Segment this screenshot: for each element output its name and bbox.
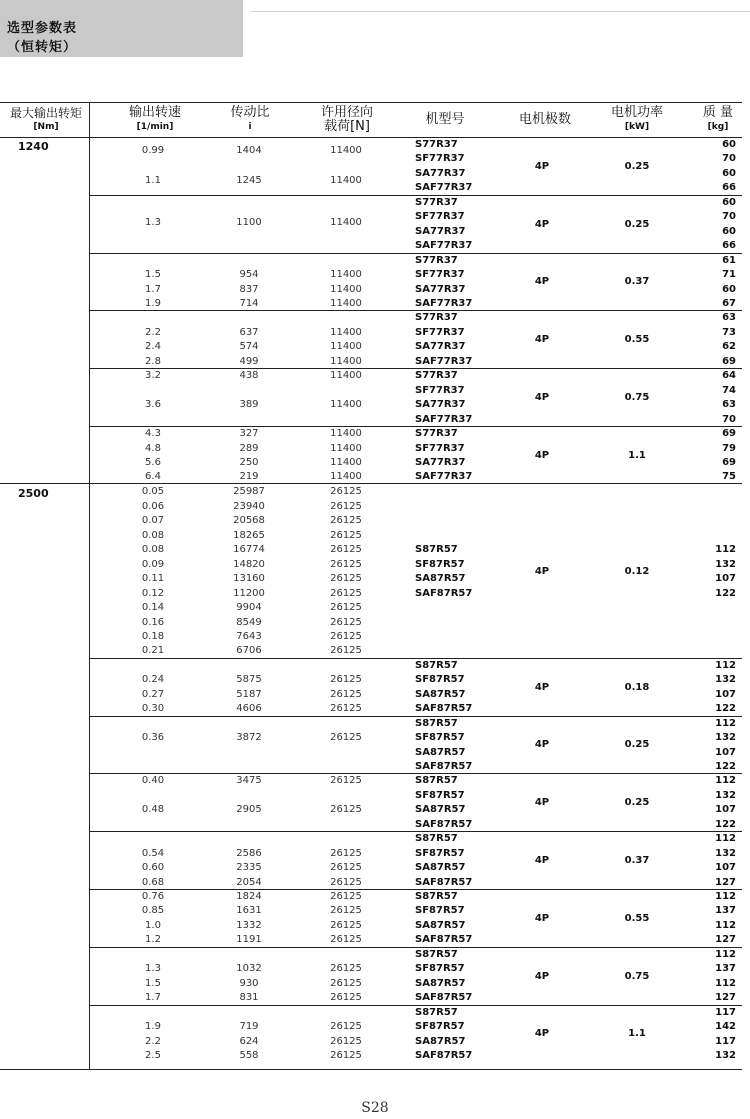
gear-ratio: 3872 bbox=[236, 732, 262, 744]
motor-power: 0.18 bbox=[624, 681, 650, 693]
motor-power: 0.75 bbox=[624, 970, 650, 982]
gear-ratio: 25987 bbox=[233, 486, 265, 498]
output-speed: 0.12 bbox=[141, 587, 165, 599]
mass-value: 112 bbox=[715, 775, 736, 787]
model-number: SF87R57 bbox=[415, 963, 465, 975]
radial-load: 26125 bbox=[330, 804, 362, 816]
output-speed: 0.08 bbox=[141, 529, 165, 541]
output-speed: 0.24 bbox=[141, 674, 165, 686]
model-number: SA77R37 bbox=[415, 399, 466, 411]
model-number: SF87R57 bbox=[415, 905, 465, 917]
motor-poles: 4P bbox=[534, 334, 550, 346]
gear-ratio: 2335 bbox=[236, 862, 262, 874]
radial-load: 26125 bbox=[330, 1049, 362, 1061]
mass-value: 63 bbox=[722, 312, 736, 324]
radial-load: 26125 bbox=[330, 544, 362, 556]
mass-value: 70 bbox=[722, 153, 736, 165]
model-number: S77R37 bbox=[415, 196, 458, 208]
mass-value: 107 bbox=[715, 746, 736, 758]
output-speed: 2.4 bbox=[145, 341, 161, 353]
model-number: SA87R57 bbox=[415, 688, 466, 700]
model-number: S87R57 bbox=[415, 891, 458, 902]
model-number: SF87R57 bbox=[415, 1021, 465, 1032]
model-number: S87R57 bbox=[415, 948, 458, 960]
model-number: SF87R57 bbox=[415, 732, 465, 744]
page-subtitle: （恒转矩） bbox=[7, 40, 78, 55]
gear-ratio: 219 bbox=[239, 471, 259, 483]
output-speed: 2.8 bbox=[145, 355, 161, 367]
col-header-speed: 输出转速 [1/min] bbox=[128, 105, 181, 132]
mass-value: 69 bbox=[722, 428, 736, 439]
gear-ratio: 250 bbox=[239, 456, 259, 468]
motor-poles: 4P bbox=[534, 681, 550, 693]
output-speed: 1.5 bbox=[145, 977, 161, 989]
motor-power: 0.25 bbox=[624, 218, 650, 230]
model-number: SF77R37 bbox=[415, 269, 465, 281]
output-speed: 0.60 bbox=[141, 862, 165, 874]
mass-value: 107 bbox=[715, 688, 736, 700]
mass-value: 112 bbox=[715, 717, 736, 729]
mass-value: 60 bbox=[722, 225, 736, 237]
model-number: SAF77R37 bbox=[415, 298, 473, 309]
model-number: SA77R37 bbox=[415, 283, 466, 295]
radial-load: 26125 bbox=[330, 891, 362, 902]
model-number: SF87R57 bbox=[415, 558, 465, 570]
gear-ratio: 1824 bbox=[236, 891, 262, 902]
model-number: SA87R57 bbox=[415, 804, 466, 816]
gear-ratio: 11200 bbox=[233, 587, 265, 599]
model-number: S87R57 bbox=[415, 775, 458, 787]
radial-load: 26125 bbox=[330, 500, 362, 512]
mass-value: 61 bbox=[722, 254, 736, 266]
gear-ratio: 637 bbox=[239, 326, 259, 338]
mass-value: 127 bbox=[715, 934, 736, 946]
mass-value: 112 bbox=[715, 919, 736, 931]
output-speed: 1.0 bbox=[145, 919, 161, 931]
mass-value: 67 bbox=[722, 298, 736, 309]
output-speed: 0.18 bbox=[141, 630, 165, 642]
mass-value: 66 bbox=[722, 240, 736, 252]
radial-load: 26125 bbox=[330, 876, 362, 888]
mass-value: 107 bbox=[715, 862, 736, 874]
model-number: SAF87R57 bbox=[415, 876, 473, 888]
radial-load: 11400 bbox=[330, 428, 362, 439]
radial-load: 11400 bbox=[330, 283, 362, 295]
top-rule bbox=[250, 11, 750, 12]
gear-ratio: 23940 bbox=[233, 500, 265, 512]
mass-value: 122 bbox=[715, 761, 736, 772]
model-number: SAF77R37 bbox=[415, 240, 473, 252]
gear-ratio: 954 bbox=[239, 269, 259, 281]
mass-value: 71 bbox=[722, 269, 736, 281]
gear-ratio: 574 bbox=[239, 341, 259, 353]
mass-value: 69 bbox=[722, 355, 736, 367]
output-speed: 0.08 bbox=[141, 544, 165, 556]
header-separator bbox=[0, 137, 742, 138]
motor-power: 1.1 bbox=[628, 1028, 646, 1040]
output-speed: 0.76 bbox=[141, 891, 165, 902]
motor-poles: 4P bbox=[534, 160, 550, 172]
model-number: S87R57 bbox=[415, 833, 458, 845]
gear-ratio: 499 bbox=[239, 355, 259, 367]
gear-ratio: 1631 bbox=[236, 905, 262, 917]
mass-value: 117 bbox=[715, 1035, 736, 1047]
output-speed: 0.07 bbox=[141, 515, 165, 527]
gear-ratio: 327 bbox=[239, 428, 259, 439]
motor-power: 1.1 bbox=[628, 449, 646, 461]
output-speed: 0.36 bbox=[141, 732, 165, 744]
gear-ratio: 831 bbox=[239, 992, 259, 1004]
col-header-torque: 最大输出转矩 [Nm] bbox=[9, 106, 82, 132]
mass-value: 127 bbox=[715, 876, 736, 888]
gear-ratio: 9904 bbox=[236, 602, 262, 613]
gear-ratio: 2054 bbox=[236, 876, 262, 888]
model-number: S77R37 bbox=[415, 370, 458, 382]
gear-ratio: 1191 bbox=[236, 934, 262, 946]
mass-value: 142 bbox=[715, 1021, 736, 1032]
col-header-model: 机型号 bbox=[425, 112, 465, 127]
output-speed: 0.05 bbox=[141, 486, 165, 498]
output-speed: 1.7 bbox=[145, 992, 161, 1004]
output-speed: 1.5 bbox=[145, 269, 161, 281]
motor-poles: 4P bbox=[534, 391, 550, 403]
radial-load: 26125 bbox=[330, 1021, 362, 1032]
mass-value: 66 bbox=[722, 182, 736, 194]
radial-load: 26125 bbox=[330, 630, 362, 642]
radial-load: 26125 bbox=[330, 775, 362, 787]
gear-ratio: 2586 bbox=[236, 847, 262, 859]
mass-value: 132 bbox=[715, 558, 736, 570]
output-speed: 1.3 bbox=[145, 963, 161, 975]
output-speed: 1.3 bbox=[145, 217, 161, 228]
gear-ratio: 289 bbox=[239, 442, 259, 454]
output-speed: 0.16 bbox=[141, 616, 165, 628]
radial-load: 26125 bbox=[330, 602, 362, 613]
model-number: SAF87R57 bbox=[415, 703, 473, 715]
col-header-radial-load: 许用径向 载荷[N] bbox=[320, 105, 373, 134]
output-speed: 0.27 bbox=[141, 688, 165, 700]
max-torque-value: 1240 bbox=[18, 140, 49, 153]
motor-power: 0.25 bbox=[624, 160, 650, 172]
mass-value: 60 bbox=[722, 139, 736, 150]
mass-value: 75 bbox=[722, 471, 736, 483]
gear-ratio: 20568 bbox=[233, 515, 265, 527]
mass-value: 122 bbox=[715, 587, 736, 599]
radial-load: 11400 bbox=[330, 326, 362, 338]
gear-ratio: 5875 bbox=[236, 674, 262, 686]
output-speed: 6.4 bbox=[145, 471, 161, 483]
mass-value: 69 bbox=[722, 456, 736, 468]
model-number: S87R57 bbox=[415, 544, 458, 556]
gear-ratio: 16774 bbox=[233, 544, 265, 556]
mass-value: 60 bbox=[722, 283, 736, 295]
mass-value: 70 bbox=[722, 211, 736, 223]
model-number: SF77R37 bbox=[415, 211, 465, 223]
radial-load: 11400 bbox=[330, 175, 362, 187]
mass-value: 79 bbox=[722, 442, 736, 454]
radial-load: 26125 bbox=[330, 905, 362, 917]
gear-ratio: 6706 bbox=[236, 645, 262, 657]
model-number: S87R57 bbox=[415, 717, 458, 729]
output-speed: 2.5 bbox=[145, 1049, 161, 1061]
mass-value: 137 bbox=[715, 905, 736, 917]
table-bottom-rule bbox=[0, 1069, 742, 1070]
radial-load: 26125 bbox=[330, 732, 362, 744]
radial-load: 26125 bbox=[330, 963, 362, 975]
gear-ratio: 714 bbox=[239, 298, 259, 309]
radial-load: 26125 bbox=[330, 616, 362, 628]
motor-poles: 4P bbox=[534, 218, 550, 230]
mass-value: 132 bbox=[715, 732, 736, 744]
mass-value: 74 bbox=[722, 384, 736, 396]
radial-load: 26125 bbox=[330, 1035, 362, 1047]
model-number: SAF87R57 bbox=[415, 761, 473, 772]
model-number: SA87R57 bbox=[415, 746, 466, 758]
gear-ratio: 7643 bbox=[236, 630, 262, 642]
output-speed: 1.1 bbox=[145, 175, 161, 187]
mass-value: 63 bbox=[722, 399, 736, 411]
radial-load: 26125 bbox=[330, 573, 362, 585]
gear-ratio: 389 bbox=[239, 399, 259, 411]
radial-load: 26125 bbox=[330, 674, 362, 686]
mass-value: 112 bbox=[715, 948, 736, 960]
max-torque-value: 2500 bbox=[18, 487, 49, 501]
model-number: SA77R37 bbox=[415, 225, 466, 237]
model-number: SAF77R37 bbox=[415, 471, 473, 483]
mass-value: 132 bbox=[715, 674, 736, 686]
output-speed: 3.2 bbox=[145, 370, 161, 382]
gear-ratio: 5187 bbox=[236, 688, 262, 700]
radial-load: 11400 bbox=[330, 456, 362, 468]
gear-ratio: 1245 bbox=[236, 175, 262, 187]
mass-value: 112 bbox=[715, 659, 736, 671]
gear-ratio: 14820 bbox=[233, 558, 265, 570]
col-header-poles: 电机极数 bbox=[518, 112, 571, 127]
model-number: S77R37 bbox=[415, 428, 458, 439]
motor-power: 0.37 bbox=[624, 276, 650, 288]
model-number: SAF87R57 bbox=[415, 934, 473, 946]
motor-poles: 4P bbox=[534, 739, 550, 751]
model-number: SA77R37 bbox=[415, 167, 466, 179]
output-speed: 2.2 bbox=[145, 326, 161, 338]
page-title: 选型参数表 bbox=[7, 21, 78, 36]
model-number: SA77R37 bbox=[415, 341, 466, 353]
gear-ratio: 837 bbox=[239, 283, 259, 295]
mass-value: 70 bbox=[722, 413, 736, 425]
output-speed: 0.09 bbox=[141, 558, 165, 570]
motor-power: 0.12 bbox=[624, 565, 650, 577]
mass-value: 73 bbox=[722, 326, 736, 338]
gear-ratio: 558 bbox=[239, 1049, 259, 1061]
output-speed: 5.6 bbox=[145, 456, 161, 468]
model-number: SAF87R57 bbox=[415, 587, 473, 599]
model-number: SAF87R57 bbox=[415, 1049, 473, 1061]
output-speed: 0.48 bbox=[141, 804, 165, 816]
mass-value: 132 bbox=[715, 1049, 736, 1061]
gear-ratio: 13160 bbox=[233, 573, 265, 585]
gear-ratio: 719 bbox=[239, 1021, 259, 1032]
radial-load: 11400 bbox=[330, 399, 362, 411]
model-number: SA87R57 bbox=[415, 573, 466, 585]
radial-load: 11400 bbox=[330, 217, 362, 228]
output-speed: 1.9 bbox=[145, 1021, 161, 1032]
radial-load: 26125 bbox=[330, 862, 362, 874]
output-speed: 0.99 bbox=[141, 144, 165, 156]
radial-load: 11400 bbox=[330, 341, 362, 353]
motor-power: 0.55 bbox=[624, 334, 650, 346]
model-number: SAF87R57 bbox=[415, 992, 473, 1004]
mass-value: 122 bbox=[715, 703, 736, 715]
model-number: S77R37 bbox=[415, 312, 458, 324]
motor-poles: 4P bbox=[534, 912, 550, 924]
model-number: SAF77R37 bbox=[415, 182, 473, 194]
motor-poles: 4P bbox=[534, 449, 550, 461]
model-number: S77R37 bbox=[415, 139, 458, 150]
table-top-rule bbox=[0, 102, 742, 103]
motor-poles: 4P bbox=[534, 797, 550, 809]
gear-ratio: 1404 bbox=[236, 144, 262, 156]
col-header-mass: 质 量 [kg] bbox=[702, 105, 734, 132]
model-number: SA87R57 bbox=[415, 977, 466, 989]
output-speed: 4.3 bbox=[145, 428, 161, 439]
radial-load: 26125 bbox=[330, 977, 362, 989]
mass-value: 107 bbox=[715, 573, 736, 585]
gear-ratio: 438 bbox=[239, 370, 259, 382]
motor-power: 0.37 bbox=[624, 854, 650, 866]
radial-load: 11400 bbox=[330, 144, 362, 156]
gear-ratio: 1032 bbox=[236, 963, 262, 975]
radial-load: 26125 bbox=[330, 992, 362, 1004]
radial-load: 11400 bbox=[330, 298, 362, 309]
radial-load: 26125 bbox=[330, 919, 362, 931]
output-speed: 1.2 bbox=[145, 934, 161, 946]
radial-load: 11400 bbox=[330, 471, 362, 483]
mass-value: 117 bbox=[715, 1006, 736, 1018]
radial-load: 26125 bbox=[330, 515, 362, 527]
gear-ratio: 624 bbox=[239, 1035, 259, 1047]
radial-load: 26125 bbox=[330, 688, 362, 700]
col-header-power: 电机功率 [kW] bbox=[610, 105, 663, 132]
model-number: SAF77R37 bbox=[415, 355, 473, 367]
mass-value: 62 bbox=[722, 341, 736, 353]
mass-value: 60 bbox=[722, 196, 736, 208]
model-number: SA87R57 bbox=[415, 919, 466, 931]
title-tab bbox=[0, 0, 243, 57]
radial-load: 26125 bbox=[330, 645, 362, 657]
output-speed: 4.8 bbox=[145, 442, 161, 454]
output-speed: 0.54 bbox=[141, 847, 165, 859]
output-speed: 0.21 bbox=[141, 645, 165, 657]
motor-power: 0.75 bbox=[624, 391, 650, 403]
mass-value: 132 bbox=[715, 847, 736, 859]
mass-value: 112 bbox=[715, 977, 736, 989]
model-number: SF87R57 bbox=[415, 847, 465, 859]
model-number: SF87R57 bbox=[415, 789, 465, 801]
motor-power: 0.25 bbox=[624, 797, 650, 809]
output-speed: 2.2 bbox=[145, 1035, 161, 1047]
mass-value: 127 bbox=[715, 992, 736, 1004]
col-header-ratio: 传动比 i bbox=[230, 105, 270, 132]
mass-value: 112 bbox=[715, 833, 736, 845]
mass-value: 132 bbox=[715, 789, 736, 801]
output-speed: 1.7 bbox=[145, 283, 161, 295]
gear-ratio: 2905 bbox=[236, 804, 262, 816]
output-speed: 0.85 bbox=[141, 905, 165, 917]
model-number: SA77R37 bbox=[415, 456, 466, 468]
mass-value: 60 bbox=[722, 167, 736, 179]
model-number: SAF87R57 bbox=[415, 818, 473, 830]
page-number: S28 bbox=[361, 1100, 389, 1116]
model-number: SF77R37 bbox=[415, 384, 465, 396]
gear-ratio: 1100 bbox=[236, 217, 262, 228]
model-number: SF87R57 bbox=[415, 674, 465, 686]
motor-poles: 4P bbox=[534, 565, 550, 577]
radial-load: 11400 bbox=[330, 355, 362, 367]
motor-power: 0.25 bbox=[624, 739, 650, 751]
motor-poles: 4P bbox=[534, 1028, 550, 1040]
radial-load: 26125 bbox=[330, 558, 362, 570]
model-number: S87R57 bbox=[415, 659, 458, 671]
model-number: SF77R37 bbox=[415, 326, 465, 338]
mass-value: 137 bbox=[715, 963, 736, 975]
mass-value: 107 bbox=[715, 804, 736, 816]
mass-value: 112 bbox=[715, 891, 736, 902]
radial-load: 11400 bbox=[330, 269, 362, 281]
motor-poles: 4P bbox=[534, 276, 550, 288]
model-number: SAF77R37 bbox=[415, 413, 473, 425]
model-number: S87R57 bbox=[415, 1006, 458, 1018]
mass-value: 112 bbox=[715, 544, 736, 556]
model-number: SF77R37 bbox=[415, 153, 465, 165]
radial-load: 11400 bbox=[330, 370, 362, 382]
radial-load: 11400 bbox=[330, 442, 362, 454]
motor-power: 0.55 bbox=[624, 912, 650, 924]
output-speed: 0.06 bbox=[141, 500, 165, 512]
gear-ratio: 930 bbox=[239, 977, 259, 989]
output-speed: 3.6 bbox=[145, 399, 161, 411]
output-speed: 0.30 bbox=[141, 703, 165, 715]
radial-load: 26125 bbox=[330, 847, 362, 859]
radial-load: 26125 bbox=[330, 486, 362, 498]
radial-load: 26125 bbox=[330, 529, 362, 541]
gear-ratio: 4606 bbox=[236, 703, 262, 715]
radial-load: 26125 bbox=[330, 934, 362, 946]
mass-value: 122 bbox=[715, 818, 736, 830]
model-number: SA87R57 bbox=[415, 1035, 466, 1047]
output-speed: 0.11 bbox=[141, 573, 165, 585]
motor-poles: 4P bbox=[534, 970, 550, 982]
gear-ratio: 18265 bbox=[233, 529, 265, 541]
model-number: S77R37 bbox=[415, 254, 458, 266]
model-number: SA87R57 bbox=[415, 862, 466, 874]
radial-load: 26125 bbox=[330, 587, 362, 599]
torque-column-divider bbox=[89, 102, 90, 1069]
output-speed: 1.9 bbox=[145, 298, 161, 309]
output-speed: 0.40 bbox=[141, 775, 165, 787]
gear-ratio: 1332 bbox=[236, 919, 262, 931]
model-number: SF77R37 bbox=[415, 442, 465, 454]
motor-poles: 4P bbox=[534, 854, 550, 866]
radial-load: 26125 bbox=[330, 703, 362, 715]
output-speed: 0.68 bbox=[141, 876, 165, 888]
gear-ratio: 8549 bbox=[236, 616, 262, 628]
output-speed: 0.14 bbox=[141, 602, 165, 613]
gear-ratio: 3475 bbox=[236, 775, 262, 787]
mass-value: 64 bbox=[722, 370, 736, 382]
